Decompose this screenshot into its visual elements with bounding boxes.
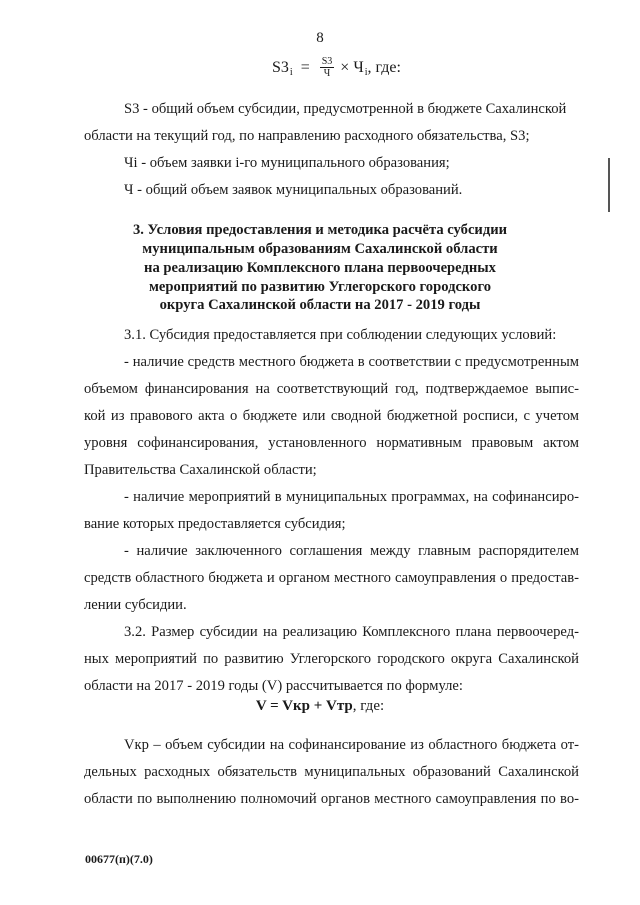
section-heading-line: на реализацию Комплексного плана первоочередных bbox=[144, 260, 496, 276]
body-line: кой из правового акта о бюджете или сводной бюджетной росписи, с учетом bbox=[84, 408, 579, 424]
body-line: ных мероприятий по развитию Углегорского городского округа Сахалинской bbox=[84, 651, 579, 667]
formula-where: , где: bbox=[367, 58, 401, 76]
formula-equals: = bbox=[300, 58, 310, 76]
body-line: дельных расходных обязательств муниципальных образований Сахалинской bbox=[84, 764, 579, 780]
formula-rhs: Ч bbox=[353, 58, 364, 76]
body-line: Vкр – объем субсидии на софинансирование из областного бюджета от- bbox=[124, 737, 579, 753]
section-heading-line: округа Сахалинской области на 2017 - 2019 годы bbox=[159, 297, 481, 313]
section-heading-line: мероприятий по развитию Углегорского городского bbox=[148, 279, 492, 295]
formula-times: × bbox=[340, 58, 350, 76]
section-heading-line: муниципальным образованиям Сахалинской области bbox=[142, 241, 498, 257]
body-line: уровня софинансирования, установленного нормативным правовым актом bbox=[84, 435, 579, 451]
formula-v-expr: V = Vкр + Vтр bbox=[255, 698, 353, 714]
body-line: области на 2017 - 2019 годы (V) рассчитывается по формуле: bbox=[84, 678, 463, 694]
formula-lhs-subscript: i bbox=[289, 67, 293, 78]
body-line: лении субсидии. bbox=[84, 597, 187, 613]
definition-line: Чi - объем заявки i-го муниципального образования; bbox=[124, 155, 450, 171]
definition-line: области на текущий год, по направлению расходного обязательства, S3; bbox=[84, 128, 530, 144]
document-code: 00677(п)(7.0) bbox=[85, 852, 153, 866]
fraction-denominator: Ч bbox=[323, 68, 331, 79]
definition-line: S3 - общий объем субсидии, предусмотренной в бюджете Сахалинской bbox=[124, 101, 567, 117]
body-line: средств областного бюджета и органом местного самоуправления о предостав- bbox=[84, 570, 579, 586]
definition-line: Ч - общий объем заявок муниципальных образований. bbox=[124, 182, 463, 198]
formula-fraction bbox=[320, 56, 335, 79]
formula-rhs-subscript: i bbox=[364, 67, 368, 78]
formula-lhs: S3 bbox=[272, 58, 289, 76]
fraction-numerator: S3 bbox=[321, 56, 333, 67]
formula-s3i bbox=[272, 56, 401, 79]
body-line: Правительства Сахалинской области; bbox=[84, 462, 317, 478]
body-line: области по выполнению полномочий органов местного самоуправления по во- bbox=[84, 791, 579, 807]
body-line: 3.1. Субсидия предоставляется при соблюдении следующих условий: bbox=[124, 327, 557, 343]
formula-v-where: , где: bbox=[352, 698, 385, 714]
section-heading-line: 3. Условия предоставления и методика расчёта субсидии bbox=[132, 222, 508, 238]
body-line: - наличие заключенного соглашения между главным распорядителем bbox=[124, 543, 579, 559]
page-number: 8 bbox=[316, 30, 324, 46]
body-line: объемом финансирования на соответствующий год, подтверждаемое выпис- bbox=[84, 381, 579, 397]
body-line: - наличие мероприятий в муниципальных программах, на софинансиро- bbox=[124, 489, 579, 505]
margin-mark bbox=[608, 158, 610, 212]
body-line: вание которых предоставляется субсидия; bbox=[84, 516, 346, 532]
body-line: 3.2. Размер субсидии на реализацию Комплексного плана первоочеред- bbox=[124, 624, 579, 640]
formula-v bbox=[0, 698, 640, 715]
body-line: - наличие средств местного бюджета в соответствии с предусмотренным bbox=[124, 354, 579, 370]
